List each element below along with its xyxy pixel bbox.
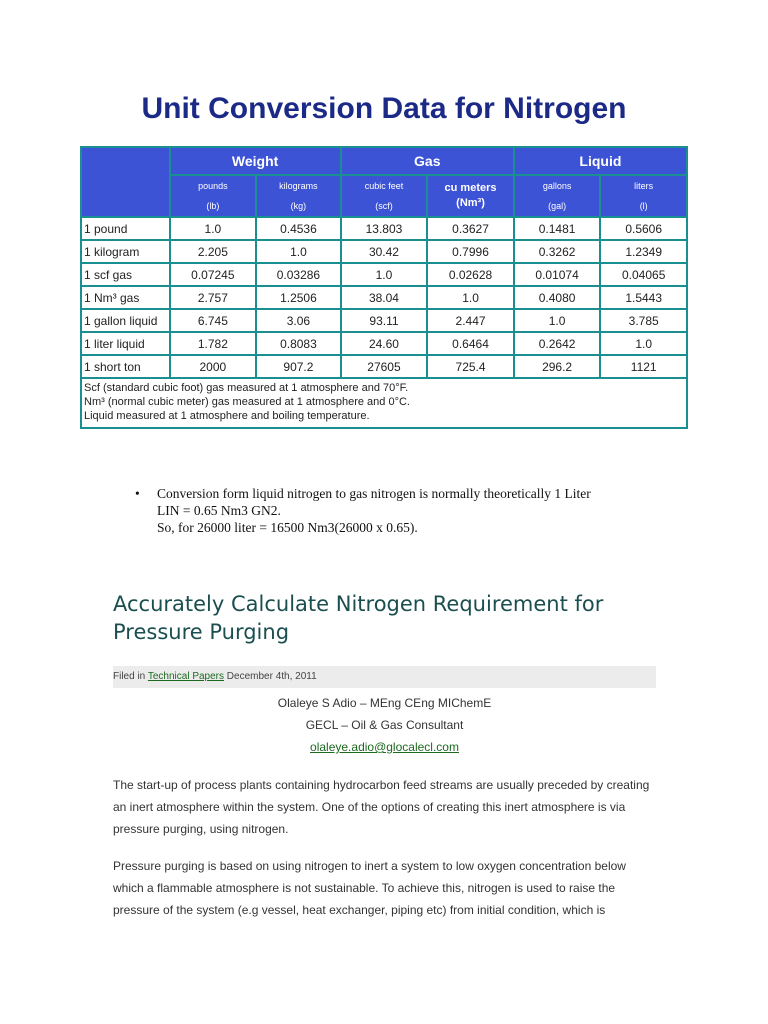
note-scf: Scf (standard cubic foot) gas measured at 1 atmosphere and 70°F. xyxy=(84,382,409,394)
table-cell: 6.745 xyxy=(170,309,257,332)
unit-header: kilograms (kg) xyxy=(256,175,341,217)
table-cell: 0.3262 xyxy=(514,240,601,263)
table-cell: 2.205 xyxy=(170,240,257,263)
category-link[interactable]: Technical Papers xyxy=(147,671,225,682)
conversion-table xyxy=(80,146,688,429)
table-cell: 0.8083 xyxy=(256,332,341,355)
note-liquid: Liquid measured at 1 atmosphere and boiling temperature. xyxy=(84,410,370,422)
table-cell: 0.2642 xyxy=(514,332,601,355)
bullet-icon: • xyxy=(135,486,140,501)
author-email-link[interactable]: olaleye.adio@glocalecl.com xyxy=(310,740,459,754)
bullet-line: LIN = 0.65 Nm3 GN2. xyxy=(157,503,281,518)
table-cell: 1.0 xyxy=(427,286,514,309)
table-cell: 0.01074 xyxy=(514,263,601,286)
table-cell: 0.02628 xyxy=(427,263,514,286)
table-notes xyxy=(81,378,687,428)
row-label: 1 pound xyxy=(81,217,170,240)
table-cell: 1.0 xyxy=(170,217,257,240)
author-name: Olaleye S Adio – MEng CEng MIChemE xyxy=(277,696,492,710)
row-label: 1 kilogram xyxy=(81,240,170,263)
table-cell: 1.0 xyxy=(600,332,687,355)
table-cell: 1.782 xyxy=(170,332,257,355)
unit-header: gallons (gal) xyxy=(514,175,601,217)
unit-header: liters (l) xyxy=(600,175,687,217)
row-label: 1 short ton xyxy=(81,355,170,378)
group-header-liquid: Liquid xyxy=(514,147,687,175)
article-paragraph: Pressure purging is based on using nitrogen to inert a system to low oxygen concentration below which a flammable atmosphere is not sustainable. To achieve this, nitrogen is used to raise the pressure of the system (e.g vessel, heat exchanger, piping etc) from initial condition, which is xyxy=(113,859,626,917)
table-cell: 93.11 xyxy=(341,309,428,332)
table-cell: 725.4 xyxy=(427,355,514,378)
table-cell: 1.0 xyxy=(341,263,428,286)
group-header-weight: Weight xyxy=(170,147,341,175)
bullet-line: So, for 26000 liter = 16500 Nm3(26000 x 0.65). xyxy=(157,520,418,535)
table-cell: 24.60 xyxy=(341,332,428,355)
table-cell: 1.0 xyxy=(256,240,341,263)
article-paragraph: The start-up of process plants containing hydrocarbon feed streams are usually preceded by creating an inert atmosphere within the system. One of the options of creating this inert atmosphere is via pressure purging, using nitrogen. xyxy=(113,778,650,836)
table-row xyxy=(81,263,687,286)
table-row xyxy=(81,332,687,355)
table-cell: 1.2506 xyxy=(256,286,341,309)
conversion-bullet xyxy=(135,485,695,536)
table-cell: 30.42 xyxy=(341,240,428,263)
post-date: December 4th, 2011 xyxy=(226,671,317,682)
table-cell: 1.0 xyxy=(514,309,601,332)
note-nm3: Nm³ (normal cubic meter) gas measured at 1 atmosphere and 0°C. xyxy=(84,396,410,408)
filed-prefix: Filed in xyxy=(113,671,146,682)
table-row xyxy=(81,309,687,332)
table-cell: 2.757 xyxy=(170,286,257,309)
row-label: 1 Nm³ gas xyxy=(81,286,170,309)
table-cell: 27605 xyxy=(341,355,428,378)
table-cell: 3.785 xyxy=(600,309,687,332)
table-cell: 1.5443 xyxy=(600,286,687,309)
group-header-gas: Gas xyxy=(341,147,514,175)
filed-in-bar xyxy=(113,666,656,688)
row-label: 1 gallon liquid xyxy=(81,309,170,332)
table-row xyxy=(81,286,687,309)
table-cell: 0.4536 xyxy=(256,217,341,240)
row-label: 1 liter liquid xyxy=(81,332,170,355)
unit-header: pounds (lb) xyxy=(170,175,257,217)
table-row xyxy=(81,355,687,378)
table-cell: 1121 xyxy=(600,355,687,378)
row-label: 1 scf gas xyxy=(81,263,170,286)
table-row xyxy=(81,217,687,240)
unit-header: cu meters (Nm³) xyxy=(427,175,514,217)
table-cell: 907.2 xyxy=(256,355,341,378)
table-cell: 296.2 xyxy=(514,355,601,378)
author-email-line xyxy=(113,740,656,754)
table-row xyxy=(81,240,687,263)
table-cell: 13.803 xyxy=(341,217,428,240)
table-cell: 0.6464 xyxy=(427,332,514,355)
table-cell: 0.4080 xyxy=(514,286,601,309)
table-cell: 0.3627 xyxy=(427,217,514,240)
author-org: GECL – Oil & Gas Consultant xyxy=(305,718,464,732)
table-cell: 0.03286 xyxy=(256,263,341,286)
table-cell: 1.2349 xyxy=(600,240,687,263)
table-cell: 0.5606 xyxy=(600,217,687,240)
table-cell: 0.04065 xyxy=(600,263,687,286)
bullet-line: Conversion form liquid nitrogen to gas nitrogen is normally theoretically 1 Liter xyxy=(157,486,591,501)
table-cell: 2000 xyxy=(170,355,257,378)
table-corner-cell xyxy=(81,147,170,217)
table-cell: 38.04 xyxy=(341,286,428,309)
table-cell: 0.1481 xyxy=(514,217,601,240)
table-cell: 2.447 xyxy=(427,309,514,332)
table-cell: 0.07245 xyxy=(170,263,257,286)
page-title: Unit Conversion Data for Nitrogen xyxy=(141,92,627,125)
table-cell: 3.06 xyxy=(256,309,341,332)
article-heading: Accurately Calculate Nitrogen Requirement for Pressure Purging xyxy=(113,592,604,644)
unit-header: cubic feet (scf) xyxy=(341,175,428,217)
table-cell: 0.7996 xyxy=(427,240,514,263)
